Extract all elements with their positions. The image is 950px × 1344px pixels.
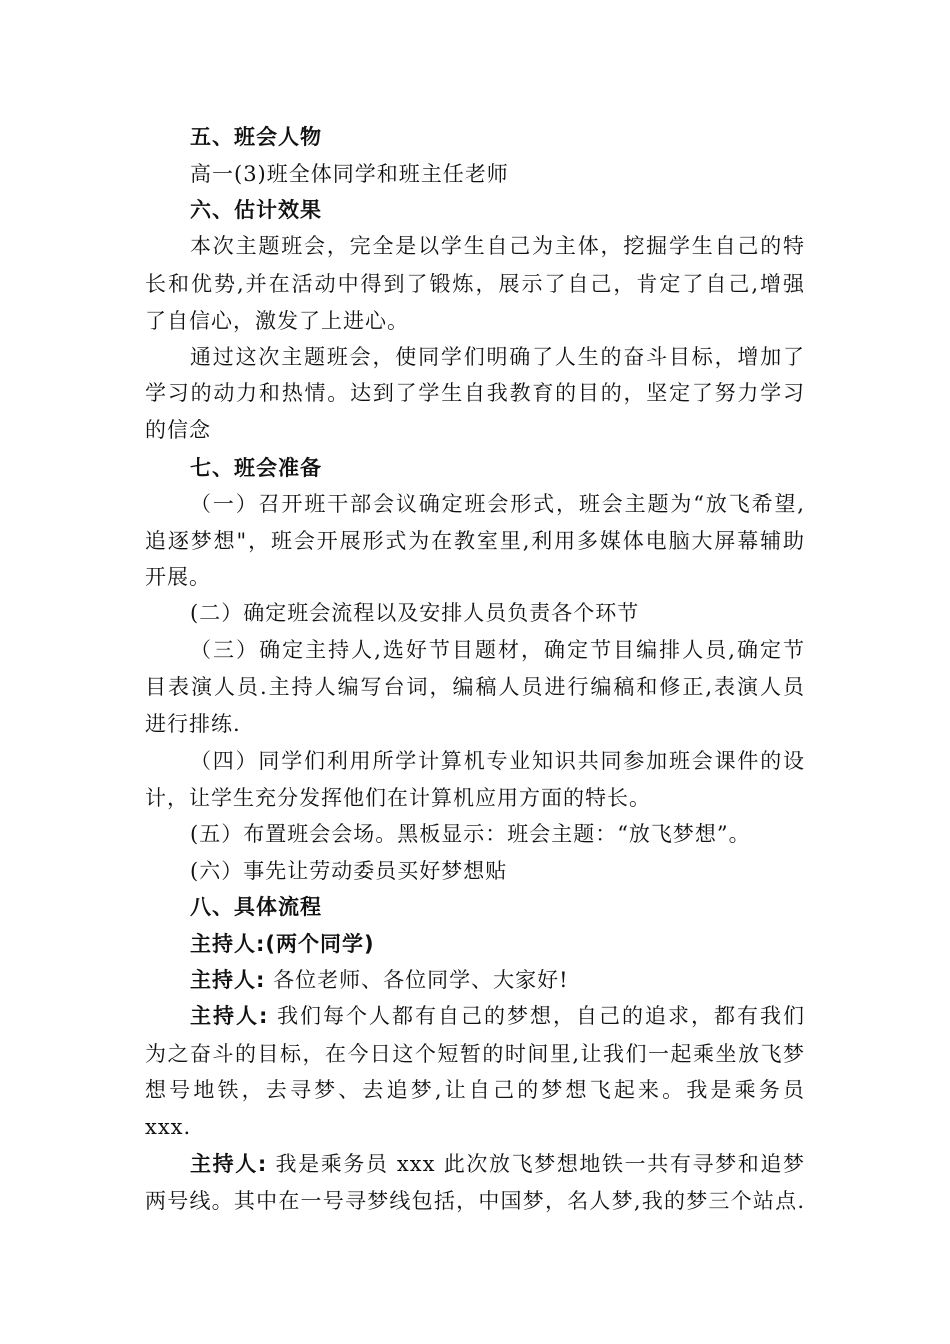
prep-item-3-line-2: 目表演人员.主持人编写台词，编稿人员进行编稿和修正,表演人员 xyxy=(145,675,805,699)
host-line-2-row-1 xyxy=(190,1004,805,1028)
paragraph-effect-2-line-3: 的信念 xyxy=(145,418,211,442)
prep-item-3-line-1: （三）确定主持人,选好节目题材，确定节目编排人员,确定节 xyxy=(190,638,805,662)
host-3-text-1: 我是乘务员 xxx 此次放飞梦想地铁一共有寻梦和追梦 xyxy=(275,1152,805,1176)
host-line-2-row-2: 为之奋斗的目标，在今日这个短暂的时间里,让我们一起乘坐放飞梦 xyxy=(145,1042,805,1066)
paragraph-effect-1-line-3: 了自信心，激发了上进心。 xyxy=(145,309,409,333)
host-1-label: 主持人: xyxy=(190,968,266,992)
host-line-1 xyxy=(190,968,569,992)
prep-item-3-line-3: 进行排练. xyxy=(145,712,241,736)
host-line-3-row-2: 两号线。其中在一号寻梦线包括，中国梦，名人梦,我的梦三个站点. xyxy=(145,1189,805,1213)
heading-section-5: 五、班会人物 xyxy=(190,125,322,149)
host-1-text: 各位老师、各位同学、大家好! xyxy=(273,968,569,992)
prep-item-1-line-3: 开展。 xyxy=(145,565,211,589)
paragraph-effect-2-line-1: 通过这次主题班会，使同学们明确了人生的奋斗目标，增加了 xyxy=(190,345,805,369)
heading-section-7: 七、班会准备 xyxy=(190,456,322,480)
heading-section-6: 六、估计效果 xyxy=(190,198,322,222)
paragraph-effect-1-line-1: 本次主题班会，完全是以学生自己为主体，挖掘学生自己的特 xyxy=(190,234,805,258)
host-line-2-row-4: xxx. xyxy=(145,1115,192,1139)
host-2-label: 主持人: xyxy=(190,1004,269,1028)
paragraph-class-members: 高一(3)班全体同学和班主任老师 xyxy=(190,162,509,186)
host-label: 主持人: xyxy=(190,932,266,956)
host-2-text-1: 我们每个人都有自己的梦想，自己的追求，都有我们 xyxy=(277,1004,805,1028)
prep-item-1-line-2: 追逐梦想"，班会开展形式为在教室里,利用多媒体电脑大屏幕辅助 xyxy=(145,529,805,553)
host-line-2-row-3: 想号地铁，去寻梦、去追梦,让自己的梦想飞起来。我是乘务员 xyxy=(145,1078,805,1102)
prep-item-5: (五）布置班会会场。黑板显示：班会主题：“放飞梦想”。 xyxy=(190,822,751,846)
paragraph-effect-2-line-2: 学习的动力和热情。达到了学生自我教育的目的，坚定了努力学习 xyxy=(145,381,805,405)
paragraph-effect-1-line-2: 长和优势,并在活动中得到了锻炼，展示了自己，肯定了自己,增强 xyxy=(145,272,805,296)
host-intro xyxy=(190,932,375,956)
heading-section-8: 八、具体流程 xyxy=(190,895,322,919)
prep-item-6: (六）事先让劳动委员买好梦想贴 xyxy=(190,859,508,883)
host-line-3-row-1 xyxy=(190,1152,805,1176)
host-3-label: 主持人: xyxy=(190,1152,268,1176)
prep-item-1-line-1: （一）召开班干部会议确定班会形式，班会主题为“放飞希望, xyxy=(190,492,805,516)
prep-item-4-line-2: 计，让学生充分发挥他们在计算机应用方面的特长。 xyxy=(145,786,651,810)
prep-item-2: (二）确定班会流程以及安排人员负责各个环节 xyxy=(190,601,640,625)
prep-item-4-line-1: （四）同学们利用所学计算机专业知识共同参加班会课件的设 xyxy=(190,749,805,773)
host-note: (两个同学) xyxy=(265,932,375,956)
